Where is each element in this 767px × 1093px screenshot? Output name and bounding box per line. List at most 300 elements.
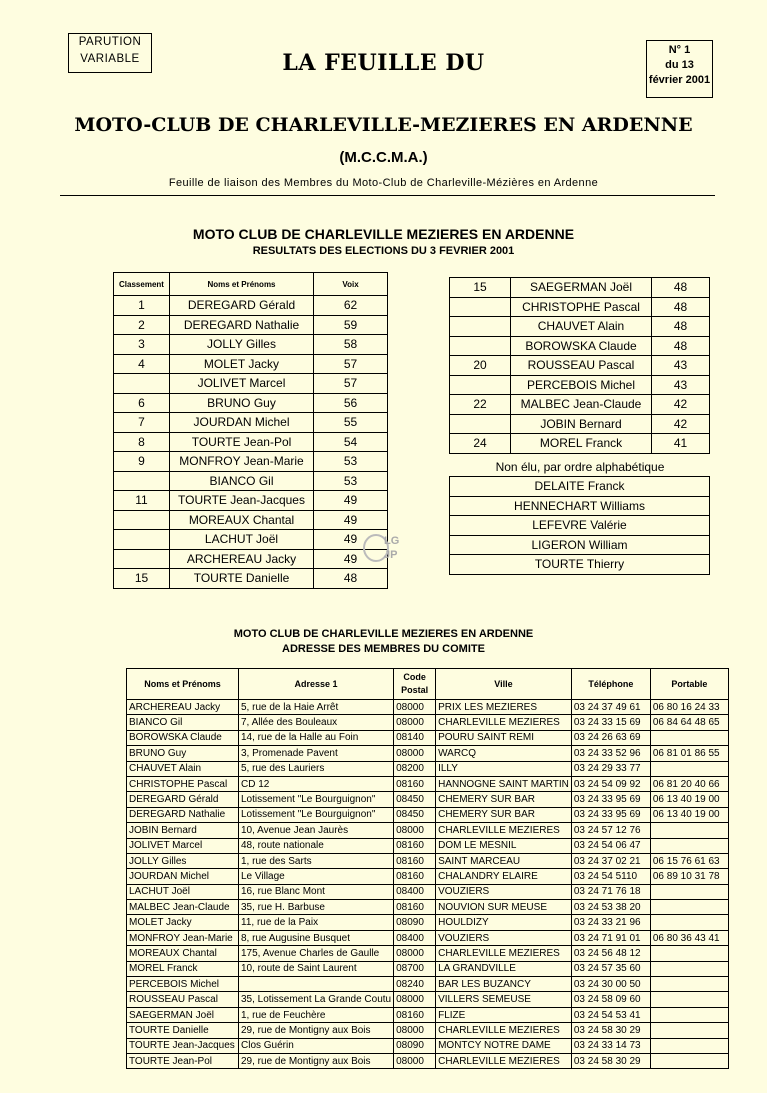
name-cell: BRUNO Guy xyxy=(170,393,314,413)
mobile-cell xyxy=(650,761,728,776)
votes-cell: 48 xyxy=(652,317,710,337)
table-row xyxy=(114,569,388,589)
postal-code-cell: 08090 xyxy=(394,915,436,930)
member-name-cell: CHAUVET Alain xyxy=(127,761,239,776)
address-cell: 10, route de Saint Laurent xyxy=(239,961,394,976)
table-row xyxy=(127,961,729,976)
name-cell: JOBIN Bernard xyxy=(511,414,652,434)
rank-cell: 9 xyxy=(114,452,170,472)
votes-cell: 59 xyxy=(314,315,388,335)
header-name: Noms et Prénoms xyxy=(127,669,239,700)
member-name-cell: DEREGARD Gérald xyxy=(127,792,239,807)
table-row xyxy=(450,375,710,395)
postal-code-cell: 08160 xyxy=(394,869,436,884)
mobile-cell xyxy=(650,1023,728,1038)
address-cell xyxy=(239,977,394,992)
member-name-cell: TOURTE Danielle xyxy=(127,1023,239,1038)
member-name-cell: MOREAUX Chantal xyxy=(127,946,239,961)
city-cell: CHARLEVILLE MEZIERES xyxy=(436,946,572,961)
header-city: Ville xyxy=(436,669,572,700)
table-row xyxy=(127,715,729,730)
city-cell: VILLERS SEMEUSE xyxy=(436,992,572,1007)
table-row xyxy=(450,395,710,415)
postal-code-cell: 08000 xyxy=(394,946,436,961)
address-cell: 14, rue de la Halle au Foin xyxy=(239,730,394,745)
table-row xyxy=(114,315,388,335)
phone-cell: 03 24 33 21 96 xyxy=(571,915,650,930)
address-cell: 11, rue de la Paix xyxy=(239,915,394,930)
rank-cell: 1 xyxy=(114,296,170,316)
rank-cell: 22 xyxy=(450,395,511,415)
postal-code-cell: 08000 xyxy=(394,700,436,715)
rank-cell: 24 xyxy=(450,434,511,454)
mobile-cell xyxy=(650,900,728,915)
name-cell: DELAITE Franck xyxy=(450,477,710,497)
table-row xyxy=(114,491,388,511)
name-cell: SAEGERMAN Joël xyxy=(511,278,652,298)
table-row xyxy=(127,946,729,961)
phone-cell: 03 24 57 35 60 xyxy=(571,961,650,976)
page-title: LA FEUILLE DU xyxy=(282,50,485,76)
table-row xyxy=(127,1053,729,1068)
city-cell: VOUZIERS xyxy=(436,930,572,945)
address-cell: Lotissement "Le Bourguignon" xyxy=(239,792,394,807)
table-row xyxy=(114,549,388,569)
table-row xyxy=(127,853,729,868)
phone-cell: 03 24 54 53 41 xyxy=(571,1007,650,1022)
name-cell: MOLET Jacky xyxy=(170,354,314,374)
member-name-cell: TOURTE Jean-Jacques xyxy=(127,1038,239,1053)
members-subtitle: ADRESSE DES MEMBRES DU COMITE xyxy=(282,643,485,655)
mobile-cell xyxy=(650,915,728,930)
name-cell: LACHUT Joël xyxy=(170,530,314,550)
address-cell: 35, rue H. Barbuse xyxy=(239,900,394,915)
phone-cell: 03 24 71 91 01 xyxy=(571,930,650,945)
mobile-cell xyxy=(650,946,728,961)
phone-cell: 03 24 58 30 29 xyxy=(571,1053,650,1068)
member-name-cell: MONFROY Jean-Marie xyxy=(127,930,239,945)
mobile-cell: 06 80 16 24 33 xyxy=(650,700,728,715)
address-cell: 16, rue Blanc Mont xyxy=(239,884,394,899)
table-row xyxy=(450,317,710,337)
votes-cell: 42 xyxy=(652,414,710,434)
votes-cell: 53 xyxy=(314,452,388,472)
table-row xyxy=(127,807,729,822)
postal-code-cell: 08160 xyxy=(394,776,436,791)
rank-cell xyxy=(114,510,170,530)
member-name-cell: DEREGARD Nathalie xyxy=(127,807,239,822)
rank-cell: 15 xyxy=(114,569,170,589)
votes-cell: 53 xyxy=(314,471,388,491)
club-abbreviation: (M.C.C.M.A.) xyxy=(339,149,428,166)
member-name-cell: JOURDAN Michel xyxy=(127,869,239,884)
table-row xyxy=(450,477,710,497)
table-row xyxy=(127,746,729,761)
header-mobile: Portable xyxy=(650,669,728,700)
city-cell: BAR LES BUZANCY xyxy=(436,977,572,992)
votes-cell: 62 xyxy=(314,296,388,316)
table-row xyxy=(114,452,388,472)
phone-cell: 03 24 33 95 69 xyxy=(571,792,650,807)
name-cell: DEREGARD Gérald xyxy=(170,296,314,316)
table-row xyxy=(127,823,729,838)
rank-cell: 2 xyxy=(114,315,170,335)
name-cell: ARCHEREAU Jacky xyxy=(170,549,314,569)
phone-cell: 03 24 54 5110 xyxy=(571,869,650,884)
table-row xyxy=(114,335,388,355)
votes-cell: 43 xyxy=(652,356,710,376)
rank-cell xyxy=(114,530,170,550)
address-cell: Clos Guérin xyxy=(239,1038,394,1053)
table-row xyxy=(450,516,710,536)
table-row xyxy=(127,884,729,899)
table-row xyxy=(450,336,710,356)
member-name-cell: BOROWSKA Claude xyxy=(127,730,239,745)
name-cell: MOREL Franck xyxy=(511,434,652,454)
name-cell: JOURDAN Michel xyxy=(170,413,314,433)
member-name-cell: PERCEBOIS Michel xyxy=(127,977,239,992)
mobile-cell xyxy=(650,1053,728,1068)
votes-cell: 57 xyxy=(314,354,388,374)
votes-cell: 49 xyxy=(314,530,388,550)
elections-title: MOTO CLUB DE CHARLEVILLE MEZIERES EN ARDENNE xyxy=(192,226,575,242)
votes-cell: 49 xyxy=(314,549,388,569)
table-row xyxy=(127,915,729,930)
mobile-cell: 06 89 10 31 78 xyxy=(650,869,728,884)
rank-cell xyxy=(114,471,170,491)
name-cell: BOROWSKA Claude xyxy=(511,336,652,356)
member-name-cell: SAEGERMAN Joël xyxy=(127,1007,239,1022)
member-name-cell: ARCHEREAU Jacky xyxy=(127,700,239,715)
city-cell: ILLY xyxy=(436,761,572,776)
issue-date-day: du 13 xyxy=(665,59,694,71)
table-row xyxy=(127,761,729,776)
table-row xyxy=(450,297,710,317)
member-name-cell: JOLLY Gilles xyxy=(127,853,239,868)
address-cell: 29, rue de Montigny aux Bois xyxy=(239,1053,394,1068)
mobile-cell: 06 13 40 19 00 xyxy=(650,792,728,807)
rank-cell: 4 xyxy=(114,354,170,374)
votes-cell: 48 xyxy=(652,297,710,317)
votes-cell: 48 xyxy=(314,569,388,589)
postal-code-cell: 08450 xyxy=(394,807,436,822)
postal-code-cell: 08160 xyxy=(394,900,436,915)
mobile-cell: 06 13 40 19 00 xyxy=(650,807,728,822)
phone-cell: 03 24 29 33 77 xyxy=(571,761,650,776)
postal-code-cell: 08450 xyxy=(394,792,436,807)
city-cell: CHALANDRY ELAIRE xyxy=(436,869,572,884)
city-cell: MONTCY NOTRE DAME xyxy=(436,1038,572,1053)
rank-cell xyxy=(450,297,511,317)
parution-line-1: PARUTION xyxy=(78,36,142,48)
mobile-cell xyxy=(650,730,728,745)
table-row xyxy=(127,776,729,791)
table-row xyxy=(114,413,388,433)
table-row xyxy=(114,374,388,394)
table-row xyxy=(127,869,729,884)
header-divider xyxy=(60,195,715,196)
mobile-cell xyxy=(650,1038,728,1053)
name-cell: MALBEC Jean-Claude xyxy=(511,395,652,415)
member-name-cell: MALBEC Jean-Claude xyxy=(127,900,239,915)
name-cell: MOREAUX Chantal xyxy=(170,510,314,530)
mobile-cell: 06 84 64 48 65 xyxy=(650,715,728,730)
city-cell: CHARLEVILLE MEZIERES xyxy=(436,715,572,730)
address-cell: 48, route nationale xyxy=(239,838,394,853)
svg-text:LG: LG xyxy=(384,535,400,547)
postal-code-cell: 08200 xyxy=(394,761,436,776)
rank-cell: 6 xyxy=(114,393,170,413)
postal-code-cell: 08160 xyxy=(394,853,436,868)
address-cell: 8, rue Augusine Busquet xyxy=(239,930,394,945)
name-cell: CHRISTOPHE Pascal xyxy=(511,297,652,317)
votes-cell: 57 xyxy=(314,374,388,394)
mobile-cell: 06 81 20 40 66 xyxy=(650,776,728,791)
name-cell: LIGERON William xyxy=(450,535,710,555)
mobile-cell xyxy=(650,884,728,899)
rank-cell: 11 xyxy=(114,491,170,511)
table-row xyxy=(114,510,388,530)
postal-code-cell: 08000 xyxy=(394,992,436,1007)
phone-cell: 03 24 58 30 29 xyxy=(571,1023,650,1038)
header-postal-code: Code Postal xyxy=(394,669,436,700)
header-voix: Voix xyxy=(314,273,388,296)
header-noms: Noms et Prénoms xyxy=(170,273,314,296)
postal-code-cell: 08000 xyxy=(394,746,436,761)
name-cell: TOURTE Jean-Pol xyxy=(170,432,314,452)
phone-cell: 03 24 58 09 60 xyxy=(571,992,650,1007)
mobile-cell: 06 15 76 61 63 xyxy=(650,853,728,868)
table-row xyxy=(450,434,710,454)
issue-number: N° 1 xyxy=(668,44,691,56)
mobile-cell xyxy=(650,1007,728,1022)
address-cell: 5, rue de la Haie Arrêt xyxy=(239,700,394,715)
postal-code-cell: 08160 xyxy=(394,838,436,853)
table-row xyxy=(127,1007,729,1022)
rank-cell xyxy=(450,336,511,356)
postal-code-cell: 08400 xyxy=(394,884,436,899)
members-title: MOTO CLUB DE CHARLEVILLE MEZIERES EN ARDENNE xyxy=(233,628,534,640)
table-row xyxy=(127,700,729,715)
table-row xyxy=(127,730,729,745)
committee-members-table xyxy=(126,668,729,1069)
name-cell: ROUSSEAU Pascal xyxy=(511,356,652,376)
member-name-cell: ROUSSEAU Pascal xyxy=(127,992,239,1007)
table-row xyxy=(114,471,388,491)
svg-text:JP: JP xyxy=(384,549,398,561)
name-cell: PERCEBOIS Michel xyxy=(511,375,652,395)
city-cell: WARCQ xyxy=(436,746,572,761)
member-name-cell: BRUNO Guy xyxy=(127,746,239,761)
phone-cell: 03 24 56 48 12 xyxy=(571,946,650,961)
address-cell: 7, Allée des Bouleaux xyxy=(239,715,394,730)
mobile-cell xyxy=(650,977,728,992)
rank-cell: 20 xyxy=(450,356,511,376)
city-cell: CHEMERY SUR BAR xyxy=(436,792,572,807)
issue-date-month: février 2001 xyxy=(648,74,711,86)
postal-code-cell: 08240 xyxy=(394,977,436,992)
mobile-cell: 06 81 01 86 55 xyxy=(650,746,728,761)
member-name-cell: CHRISTOPHE Pascal xyxy=(127,776,239,791)
table-row xyxy=(114,393,388,413)
table-row xyxy=(127,792,729,807)
name-cell: TOURTE Thierry xyxy=(450,555,710,575)
postal-code-cell: 08090 xyxy=(394,1038,436,1053)
address-cell: CD 12 xyxy=(239,776,394,791)
member-name-cell: LACHUT Joël xyxy=(127,884,239,899)
postal-code-cell: 08140 xyxy=(394,730,436,745)
votes-cell: 54 xyxy=(314,432,388,452)
rank-cell xyxy=(450,375,511,395)
city-cell: PRIX LES MEZIERES xyxy=(436,700,572,715)
table-row xyxy=(127,992,729,1007)
city-cell: HOULDIZY xyxy=(436,915,572,930)
address-cell: 35, Lotissement La Grande Coutu xyxy=(239,992,394,1007)
rank-cell xyxy=(450,317,511,337)
postal-code-cell: 08000 xyxy=(394,715,436,730)
votes-cell: 43 xyxy=(652,375,710,395)
table-row xyxy=(450,414,710,434)
postal-code-cell: 08160 xyxy=(394,1007,436,1022)
address-cell: 10, Avenue Jean Jaurès xyxy=(239,823,394,838)
table-row xyxy=(450,535,710,555)
name-cell: TOURTE Danielle xyxy=(170,569,314,589)
votes-cell: 55 xyxy=(314,413,388,433)
address-cell: 1, rue des Sarts xyxy=(239,853,394,868)
table-row xyxy=(127,900,729,915)
phone-cell: 03 24 54 06 47 xyxy=(571,838,650,853)
table-row xyxy=(114,530,388,550)
city-cell: FLIZE xyxy=(436,1007,572,1022)
header-address: Adresse 1 xyxy=(239,669,394,700)
postal-code-cell: 08000 xyxy=(394,1023,436,1038)
table-row xyxy=(127,930,729,945)
rank-cell: 15 xyxy=(450,278,511,298)
name-cell: BIANCO Gil xyxy=(170,471,314,491)
table-row xyxy=(450,555,710,575)
mobile-cell xyxy=(650,823,728,838)
phone-cell: 03 24 37 02 21 xyxy=(571,853,650,868)
elections-subtitle: RESULTATS DES ELECTIONS DU 3 FEVRIER 2001 xyxy=(252,245,515,257)
city-cell: SAINT MARCEAU xyxy=(436,853,572,868)
postal-code-cell: 08400 xyxy=(394,930,436,945)
table-row xyxy=(127,977,729,992)
city-cell: NOUVION SUR MEUSE xyxy=(436,900,572,915)
member-name-cell: MOLET Jacky xyxy=(127,915,239,930)
address-cell: 1, rue de Feuchère xyxy=(239,1007,394,1022)
name-cell: TOURTE Jean-Jacques xyxy=(170,491,314,511)
liaison-subtitle: Feuille de liaison des Membres du Moto-Club de Charleville-Mézières en Ardenne xyxy=(168,177,599,189)
member-name-cell: JOLIVET Marcel xyxy=(127,838,239,853)
phone-cell: 03 24 71 76 18 xyxy=(571,884,650,899)
phone-cell: 03 24 26 63 69 xyxy=(571,730,650,745)
table-row xyxy=(127,1023,729,1038)
table-row xyxy=(114,296,388,316)
mobile-cell: 06 80 36 43 41 xyxy=(650,930,728,945)
city-cell: VOUZIERS xyxy=(436,884,572,899)
table-row xyxy=(450,496,710,516)
postal-code-cell: 08000 xyxy=(394,823,436,838)
name-cell: DEREGARD Nathalie xyxy=(170,315,314,335)
name-cell: JOLIVET Marcel xyxy=(170,374,314,394)
mobile-cell xyxy=(650,992,728,1007)
phone-cell: 03 24 57 12 76 xyxy=(571,823,650,838)
election-results-table-right xyxy=(449,277,710,454)
non-elu-label: Non élu, par ordre alphabétique xyxy=(495,460,665,474)
address-cell: 175, Avenue Charles de Gaulle xyxy=(239,946,394,961)
table-row xyxy=(127,838,729,853)
city-cell: CHARLEVILLE MEZIERES xyxy=(436,1023,572,1038)
member-name-cell: TOURTE Jean-Pol xyxy=(127,1053,239,1068)
address-cell: Lotissement "Le Bourguignon" xyxy=(239,807,394,822)
city-cell: CHEMERY SUR BAR xyxy=(436,807,572,822)
rank-cell: 7 xyxy=(114,413,170,433)
name-cell: LEFEVRE Valérie xyxy=(450,516,710,536)
header-classement: Classement xyxy=(114,273,170,296)
issue-box xyxy=(646,40,713,98)
postal-code-cell: 08000 xyxy=(394,1053,436,1068)
mobile-cell xyxy=(650,961,728,976)
votes-cell: 48 xyxy=(652,278,710,298)
votes-cell: 56 xyxy=(314,393,388,413)
table-row xyxy=(450,356,710,376)
votes-cell: 49 xyxy=(314,491,388,511)
rank-cell xyxy=(114,374,170,394)
votes-cell: 49 xyxy=(314,510,388,530)
address-cell: 29, rue de Montigny aux Bois xyxy=(239,1023,394,1038)
name-cell: HENNECHART Williams xyxy=(450,496,710,516)
table-row xyxy=(114,354,388,374)
election-results-table-left xyxy=(113,272,388,589)
votes-cell: 48 xyxy=(652,336,710,356)
table-row xyxy=(114,432,388,452)
name-cell: CHAUVET Alain xyxy=(511,317,652,337)
votes-cell: 58 xyxy=(314,335,388,355)
city-cell: HANNOGNE SAINT MARTIN xyxy=(436,776,572,791)
header-phone: Téléphone xyxy=(571,669,650,700)
non-elu-table xyxy=(449,476,710,575)
name-cell: JOLLY Gilles xyxy=(170,335,314,355)
phone-cell: 03 24 37 49 61 xyxy=(571,700,650,715)
mobile-cell xyxy=(650,838,728,853)
phone-cell: 03 24 33 95 69 xyxy=(571,807,650,822)
city-cell: POURU SAINT REMI xyxy=(436,730,572,745)
city-cell: CHARLEVILLE MEZIERES xyxy=(436,823,572,838)
city-cell: LA GRANDVILLE xyxy=(436,961,572,976)
phone-cell: 03 24 33 52 96 xyxy=(571,746,650,761)
name-cell: MONFROY Jean-Marie xyxy=(170,452,314,472)
postal-code-cell: 08700 xyxy=(394,961,436,976)
phone-cell: 03 24 53 38 20 xyxy=(571,900,650,915)
parution-line-2: VARIABLE xyxy=(80,53,140,65)
city-cell: CHARLEVILLE MEZIERES xyxy=(436,1053,572,1068)
member-name-cell: BIANCO Gil xyxy=(127,715,239,730)
club-name: MOTO-CLUB DE CHARLEVILLE-MEZIERES EN ARDENNE xyxy=(74,114,693,136)
member-name-cell: MOREL Franck xyxy=(127,961,239,976)
phone-cell: 03 24 30 00 50 xyxy=(571,977,650,992)
rank-cell: 8 xyxy=(114,432,170,452)
city-cell: DOM LE MESNIL xyxy=(436,838,572,853)
member-name-cell: JOBIN Bernard xyxy=(127,823,239,838)
lgjp-stamp xyxy=(360,530,408,566)
address-cell: 3, Promenade Pavent xyxy=(239,746,394,761)
table-row xyxy=(450,278,710,298)
phone-cell: 03 24 33 15 69 xyxy=(571,715,650,730)
address-cell: 5, rue des Lauriers xyxy=(239,761,394,776)
rank-cell xyxy=(450,414,511,434)
votes-cell: 42 xyxy=(652,395,710,415)
address-cell: Le Village xyxy=(239,869,394,884)
